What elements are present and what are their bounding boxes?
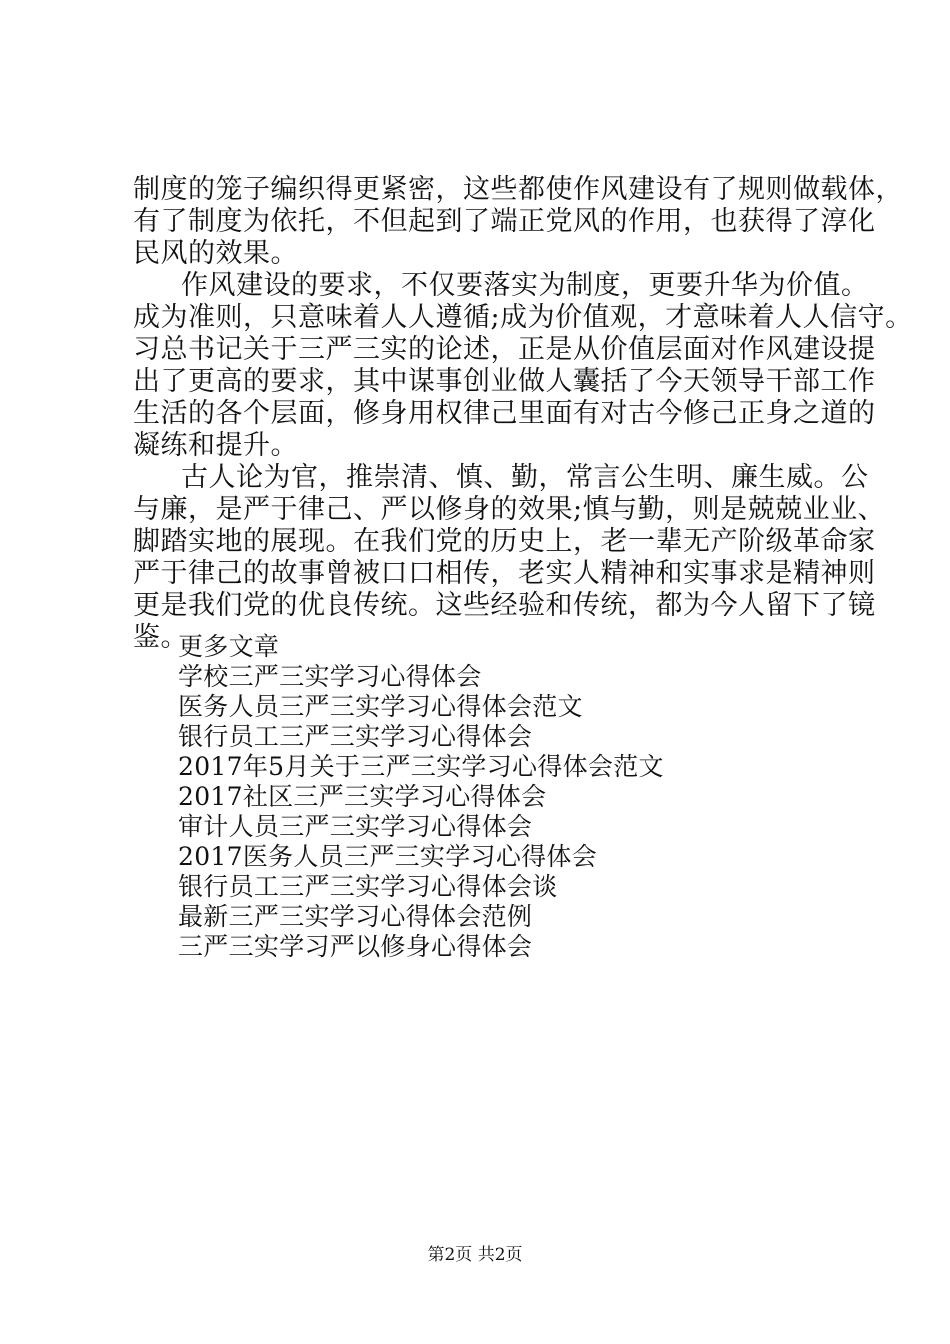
paragraph-3-line-2: 与廉，是严于律己、严以修身的效果;慎与勤，则是兢兢业业、 <box>133 494 886 525</box>
more-article-link[interactable]: 学校三严三实学习心得体会 <box>178 662 482 691</box>
paragraph-3-line-6: 鉴。 <box>133 622 188 653</box>
more-article-link[interactable]: 医务人员三严三实学习心得体会范文 <box>178 692 583 721</box>
more-article-link[interactable]: 审计人员三严三实学习心得体会 <box>178 812 533 841</box>
paragraph-1-line-2: 有了制度为依托，不但起到了端正党风的作用，也获得了淳化 <box>133 206 876 237</box>
more-article-link[interactable]: 2017年5月关于三严三实学习心得体会范文 <box>178 752 664 781</box>
paragraph-1-line-3: 民风的效果。 <box>133 238 298 269</box>
paragraph-3-line-5: 更是我们党的优良传统。这些经验和传统，都为今人留下了镜 <box>133 590 876 621</box>
paragraph-1-line-1: 制度的笼子编织得更紧密，这些都使作风建设有了规则做载体， <box>133 174 903 205</box>
more-article-link[interactable]: 2017社区三严三实学习心得体会 <box>178 782 547 811</box>
more-articles-list-content <box>178 632 664 962</box>
more-article-link[interactable]: 三严三实学习严以修身心得体会 <box>178 932 533 961</box>
paragraph-2-line-6: 凝练和提升。 <box>133 430 298 461</box>
more-article-link[interactable]: 银行员工三严三实学习心得体会谈 <box>178 872 558 901</box>
paragraph-2-line-5: 生活的各个层面，修身用权律己里面有对古今修己正身之道的 <box>133 398 876 429</box>
paragraph-3-line-4: 严于律己的故事曾被口口相传，老实人精神和实事求是精神则 <box>133 558 876 589</box>
paragraph-2-line-1: 作风建设的要求，不仅要落实为制度，更要升华为价值。 <box>181 270 869 301</box>
page-number-footer: 第2页 共2页 <box>427 1245 523 1265</box>
paragraph-3-line-1: 古人论为官，推崇清、慎、勤，常言公生明、廉生威。公 <box>181 462 869 493</box>
paragraph-2-line-3: 习总书记关于三严三实的论述，正是从价值层面对作风建设提 <box>133 334 876 365</box>
more-article-link[interactable]: 银行员工三严三实学习心得体会 <box>178 722 533 751</box>
more-article-link[interactable]: 最新三严三实学习心得体会范例 <box>178 902 533 931</box>
more-articles-heading: 更多文章 <box>178 632 280 661</box>
paragraph-3-line-3: 脚踏实地的展现。在我们党的历史上，老一辈无产阶级革命家 <box>133 526 876 557</box>
paragraph-2-line-4: 出了更高的要求，其中谋事创业做人囊括了今天领导干部工作 <box>133 366 876 397</box>
paragraph-2-line-2: 成为准则，只意味着人人遵循;成为价值观，才意味着人人信守。 <box>133 302 913 333</box>
more-article-link[interactable]: 2017医务人员三严三实学习心得体会 <box>178 842 598 871</box>
